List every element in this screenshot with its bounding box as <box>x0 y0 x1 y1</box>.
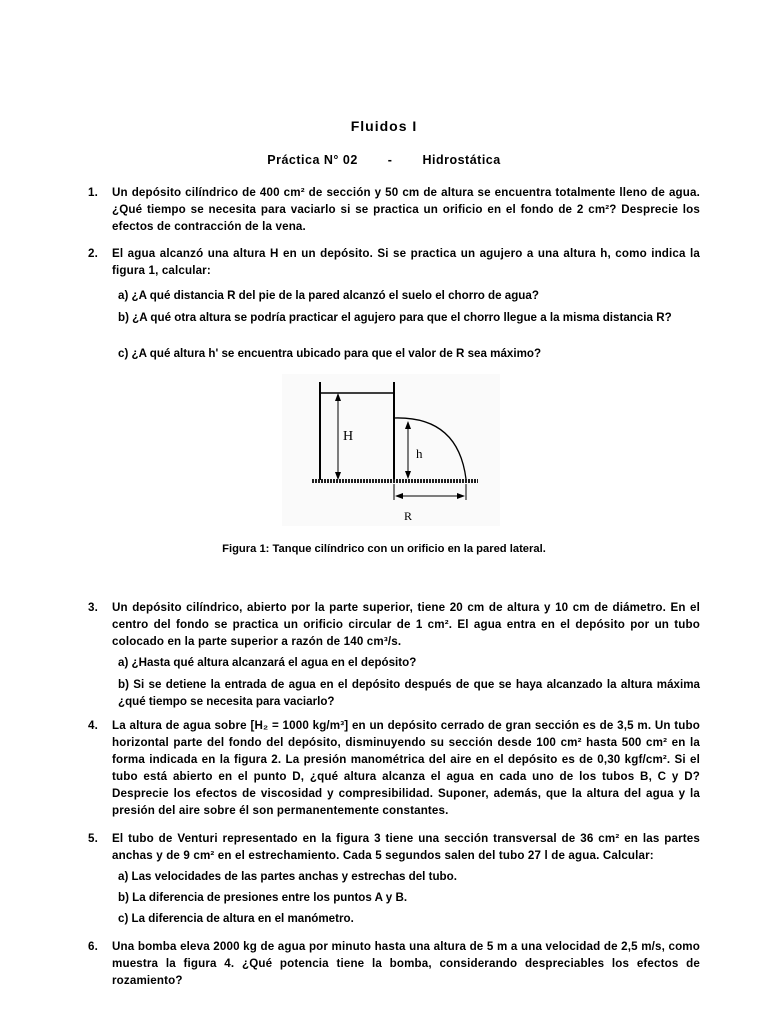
problem-3 <box>88 599 700 650</box>
problem-2-item-b: b) ¿A qué otra altura se podría practicar el agujero para que el chorro llegue a la misma distancia R? <box>118 311 672 324</box>
tank-figure <box>282 374 500 526</box>
problem-5-item-b: b) La diferencia de presiones entre los puntos A y B. <box>118 891 408 904</box>
problem-5 <box>88 830 700 864</box>
document-title: Fluidos I <box>350 118 418 134</box>
problem-6 <box>88 938 700 989</box>
problem-number: 5. <box>88 832 98 845</box>
figure-background <box>282 374 500 526</box>
problem-text: El tubo de Venturi representado en la figura 3 tiene una sección transversal de 36 cm² en las partes anchas y de 9 cm² en el estrechamiento. Cada 5 segundos salen del tubo 27 l de agua. Calcular: <box>112 832 700 862</box>
problem-3-item-b: b) Si se detiene la entrada de agua en el depósito después de que se haya alcanzado la altura máxima ¿qué tiempo se necesita para vaciarlo? <box>118 678 700 708</box>
problem-5-item-a: a) Las velocidades de las partes anchas y estrechas del tubo. <box>118 870 457 883</box>
problem-text: El agua alcanzó una altura H en un depósito. Si se practica un agujero a una altura h, como indica la figura 1, calcular: <box>112 247 700 277</box>
subtitle-separator: - <box>387 153 393 167</box>
subtitle-topic: Hidrostática <box>422 153 501 167</box>
problem-number: 6. <box>88 940 98 953</box>
label-H: H <box>343 429 354 444</box>
problem-3-item-a: a) ¿Hasta qué altura alcanzará el agua en el depósito? <box>118 656 417 669</box>
problem-text: Un depósito cilíndrico, abierto por la parte superior, tiene 20 cm de altura y 10 cm de diámetro. En el centro del fondo se practica un orificio circular de 1 cm². El agua entra en el depósito por un tubo colocado en la parte superior a razón de 140 cm³/s. <box>112 601 700 648</box>
problem-1 <box>88 184 700 235</box>
problem-number: 4. <box>88 719 98 732</box>
problem-text: Una bomba eleva 2000 kg de agua por minuto hasta una altura de 5 m a una velocidad de 2,5 m/s, como muestra la figura 4. ¿Qué potencia tiene la bomba, considerando despreciables los efectos de rozamiento? <box>112 940 700 987</box>
problem-text: La altura de agua sobre [H₂ = 1000 kg/m³] en un depósito cerrado de gran sección es de 3,5 m. Un tubo horizontal parte del fondo del depósito, disminuyendo su sección desde 100 cm² hasta 500 cm² en la forma indicada en la figura 2. La presión manométrica del aire en el depósito es de 0,30 kgf/cm². Si el tubo está abierto en el punto D, ¿qué altura alcanza el agua en cada uno de los tubos B, C y D? Desprecie los efectos de viscosidad y compresibilidad. Suponer, además, que la altura del agua y la presión del aire sobre él son permanentemente constantes. <box>112 719 700 817</box>
problem-text: Un depósito cilíndrico de 400 cm² de sección y 50 cm de altura se encuentra totalmente lleno de agua. ¿Qué tiempo se necesita para vaciarlo si se practica un orificio en el fondo de 2 cm²? Desprecie los efectos de contracción de la vena. <box>112 186 700 233</box>
subtitle-practice: Práctica N° 02 <box>267 153 358 167</box>
problem-5-item-c: c) La diferencia de altura en el manómetro. <box>118 912 354 925</box>
problem-number: 2. <box>88 247 98 260</box>
problem-number: 1. <box>88 186 98 199</box>
problem-4 <box>88 717 700 819</box>
problem-2-item-c: c) ¿A qué altura h' se encuentra ubicado para que el valor de R sea máximo? <box>118 347 542 360</box>
problem-2-item-a: a) ¿A qué distancia R del pie de la pared alcanzó el suelo el chorro de agua? <box>118 289 539 302</box>
document-subtitle <box>0 153 768 167</box>
label-h: h <box>416 446 423 461</box>
label-R: R <box>404 509 413 523</box>
problem-2 <box>88 245 700 279</box>
problem-number: 3. <box>88 601 98 614</box>
figure-caption: Figura 1: Tanque cilíndrico con un orificio en la pared lateral. <box>222 543 546 555</box>
